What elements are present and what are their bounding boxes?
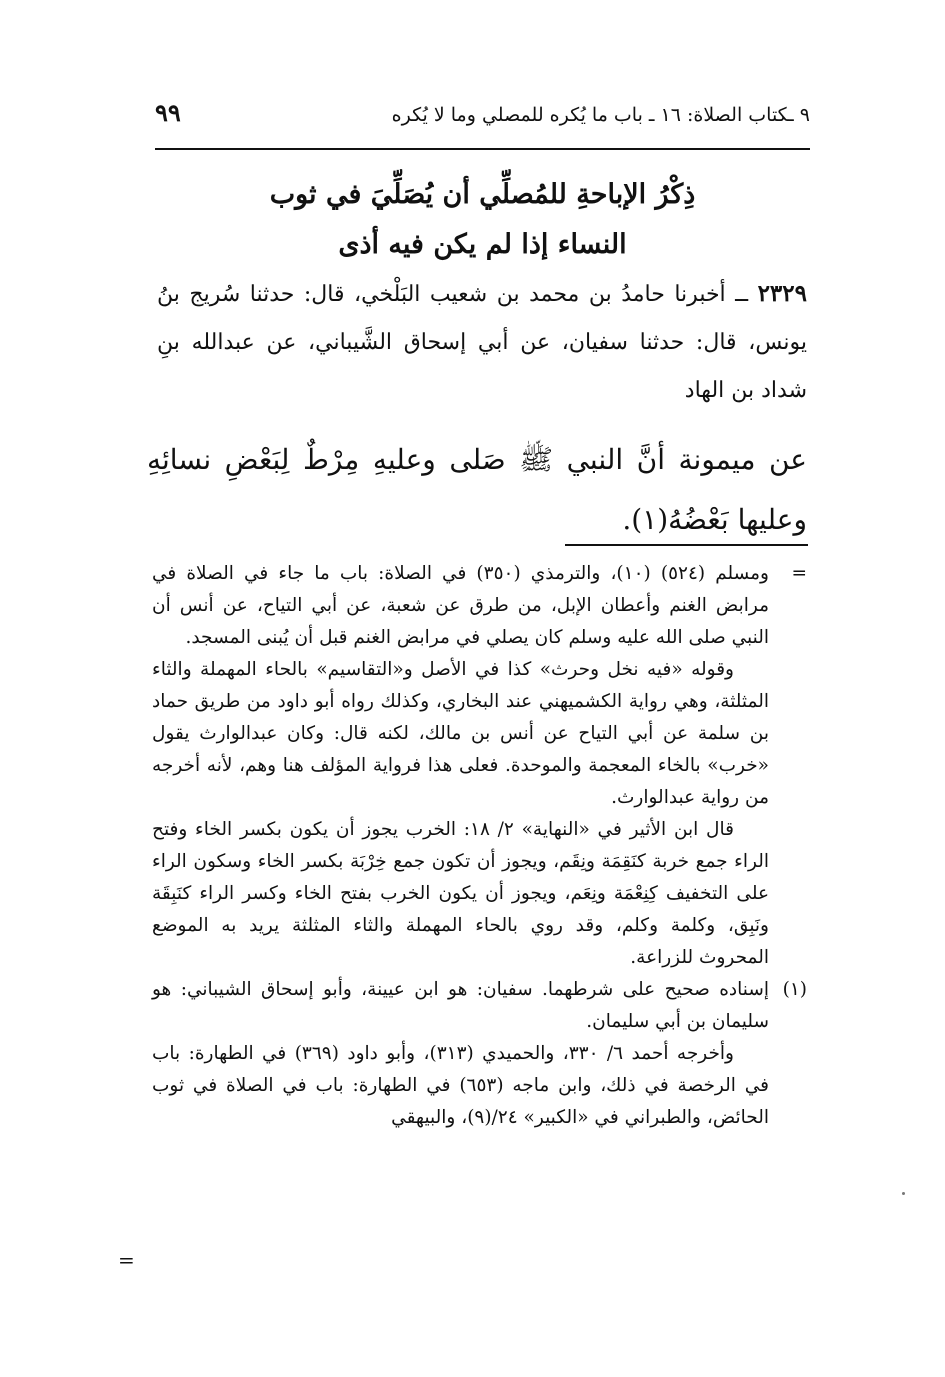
hadith-number: ٢٣٢٩ — [757, 280, 807, 307]
hadith-matn: عن ميمونة أنَّ النبي ﷺ صَلى وعليهِ مِرْطٌ لِبَعْضِ نسائِهِ وعليها بَعْضُهُ(١). — [147, 443, 807, 536]
page-header — [155, 98, 810, 144]
footnote-marker: (١) — [782, 979, 807, 1000]
continues-marker: = — [118, 1248, 135, 1272]
header-rule — [155, 148, 810, 150]
section-title — [155, 170, 810, 270]
section-title-line-1: ذِكْرُ الإباحةِ للمُصلِّي أن يُصَلِّيَ في ثوب — [269, 179, 696, 210]
running-head: ٩ ـكتاب الصلاة: ١٦ ـ باب ما يُكره للمصلي وما لا يُكره — [391, 104, 810, 126]
continuation-marker: = — [791, 563, 807, 584]
footnote-paragraph: وقوله «فيه نخل وحرث» كذا في الأصل و«التقاسيم» بالحاء المهملة والثاء المثلثة، وهي رواية الكشميهني عند البخاري، وكذلك رواه أبو داود من طريق حماد بن سلمة عن أبي التياح عن أنس بن مالك، لكنه قال: وكان عبدالوارث يقول «خرب» بالخاء المعجمة والموحدة. فعلى هذا فرواية المؤلف هنا وهم، لأنه أخرجه من رواية عبدالوارث. — [152, 659, 769, 808]
footnotes — [152, 558, 807, 1134]
isnad-text: ــ أخبرنا حامدُ بن محمد بن شعيب البَلْخي، قال: حدثنا سُريج بنُ يونس، قال: حدثنا سفيان، عن أبي إسحاق الشَّيباني، عن عبدالله بنِ شداد بن الهاد — [157, 282, 807, 403]
hadith-isnad — [157, 270, 807, 415]
print-speck — [902, 1192, 905, 1195]
footnote-text: إسناده صحيح على شرطهما. سفيان: هو ابن عيينة، وأبو إسحاق الشيباني: هو سليمان بن أبي سليمان. — [152, 979, 769, 1032]
footnote-continuation — [152, 558, 807, 654]
footnote-paragraph: قال ابن الأثير في «النهاية» ٢/ ١٨: الخرب يجوز أن يكون بكسر الخاء وفتح الراء جمع خربة كنَقِمَة ونِقَم، ويجوز أن تكون جمع خِرْبَة بكسر الخاء وسكون الراء على التخفيف كِنِعْمَة ونِعَم، ويجوز أن يكون الخرب بفتح الخاء وكسر الراء كنَبِقَة ونَبِق، وكلمة وكلم، وقد روي بالحاء المهملة والثاء المثلثة يريد به الموضع المحروث للزراعة. — [152, 819, 769, 968]
page-number: ٩٩ — [155, 98, 181, 127]
footnote-paragraph: ومسلم (٥٢٤) (١٠)، والترمذي (٣٥٠) في الصلاة: باب ما جاء في الصلاة في مرابض الغنم وأعطان الإبل، من طرق عن شعبة، عن أبي التياح، عن أنس أن النبي صلى الله عليه وسلم كان يصلي في مرابض الغنم قبل أن يُبنى المسجد. — [152, 563, 769, 648]
footnote-paragraph: وأخرجه أحمد ٦/ ٣٣٠، والحميدي (٣١٣)، وأبو داود (٣٦٩) في الطهارة: باب في الرخصة في ذلك، وابن ماجه (٦٥٣) في الطهارة: باب في الصلاة في ثوب الحائض، والطبراني في «الكبير» ٢٤/(٩)، والبيهقي — [152, 1043, 769, 1128]
section-title-line-2: النساء إذا لم يكن فيه أذى — [338, 229, 627, 260]
footnote-1 — [152, 974, 807, 1038]
footnote-rule — [565, 544, 808, 546]
